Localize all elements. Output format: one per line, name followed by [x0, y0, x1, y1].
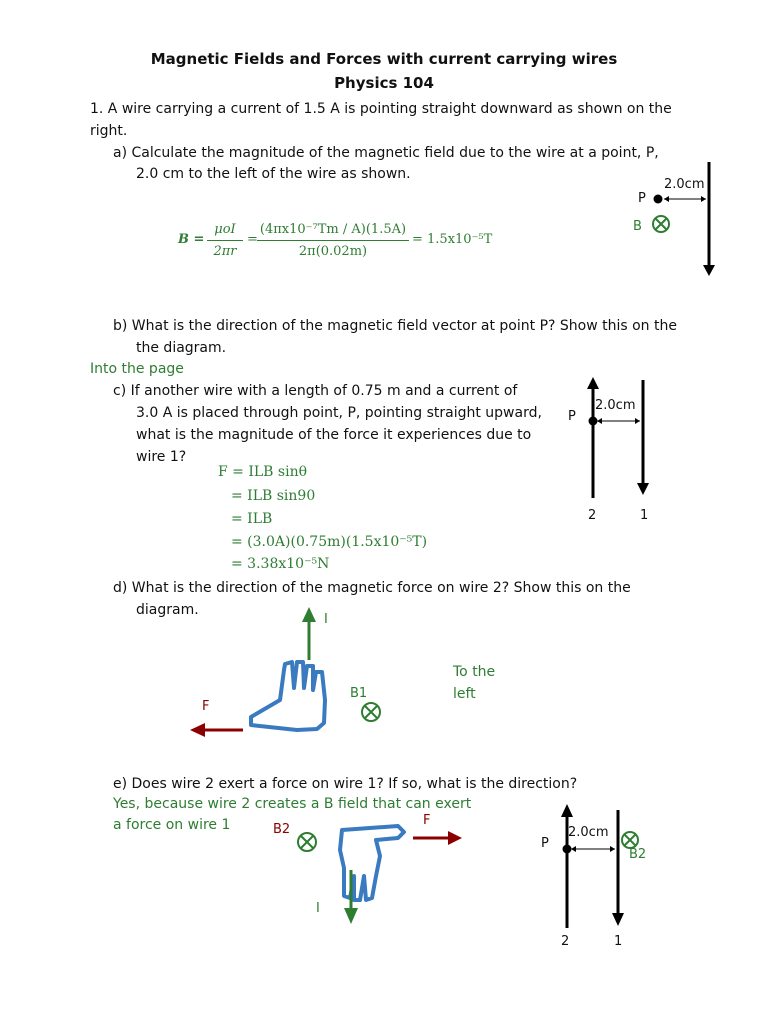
- eq-frac2-den: 2π(0.02m): [298, 244, 368, 259]
- diag3-wire2-label: 2: [561, 934, 570, 949]
- diag1-distance-label: 2.0cm: [664, 177, 705, 192]
- diag2-wire1-label: 1: [640, 508, 649, 523]
- q1a-line2: 2.0 cm to the left of the wire as shown.: [136, 166, 411, 182]
- eq-lhs: B =: [178, 232, 205, 247]
- diag3-point-label: P: [541, 836, 549, 851]
- eq-frac1-den: 2πr: [213, 244, 237, 259]
- q1c-step-4: = (3.0A)(0.75m)(1.5x10⁻⁵T): [231, 534, 428, 550]
- page-title: Magnetic Fields and Forces with current carrying wires: [150, 50, 618, 68]
- q1c-line4: wire 1?: [136, 449, 187, 465]
- diag1-field-label: B: [633, 219, 642, 234]
- diag2-wire2-label: 2: [588, 508, 597, 523]
- q1c-step-1: F = ILB sinθ: [218, 464, 308, 480]
- right-hand-rule-diagram-d: [185, 600, 395, 750]
- eq-equals: =: [247, 232, 258, 247]
- diag3-distance-label: 2.0cm: [568, 825, 609, 840]
- hand-e-force-label: F: [423, 813, 431, 828]
- eq-frac2-bar: [257, 240, 409, 241]
- eq-frac1-bar: [207, 240, 243, 241]
- hand-d-force-label: F: [202, 699, 210, 714]
- q1e-answer-line2: a force on wire 1: [113, 817, 231, 833]
- eq-frac2-num: (4πx10⁻⁷Tm / A)(1.5A): [259, 222, 407, 237]
- hand-d-current-label: I: [324, 612, 328, 627]
- diagram-two-wires: [560, 372, 660, 502]
- diag2-point-label: P: [568, 409, 576, 424]
- q1d-line2: diagram.: [136, 602, 199, 618]
- diagram-two-wires-b2: [540, 800, 650, 932]
- hand-icon: [251, 662, 325, 730]
- right-hand-rule-diagram-e: [280, 810, 470, 930]
- q1d-answer-line1: To the: [453, 664, 496, 680]
- eq-result: = 1.5x10⁻⁵T: [412, 232, 493, 247]
- q1e-answer-line1: Yes, because wire 2 creates a B field that can exert: [113, 796, 472, 812]
- diag3-wire1-label: 1: [614, 934, 623, 949]
- q1-stem-line1: 1. A wire carrying a current of 1.5 A is pointing straight downward as shown on the: [90, 101, 672, 117]
- q1c-step-3: = ILB: [231, 511, 273, 527]
- q1-stem-line2: right.: [90, 123, 128, 139]
- q1d-answer-line2: left: [453, 686, 476, 702]
- q1b-line1: b) What is the direction of the magnetic field vector at point P? Show this on the: [113, 318, 677, 334]
- q1c-line2: 3.0 A is placed through point, P, pointing straight upward,: [136, 405, 542, 421]
- q1d-line1: d) What is the direction of the magnetic force on wire 2? Show this on the: [113, 580, 631, 596]
- q1c-line3: what is the magnitude of the force it experiences due to: [136, 427, 532, 443]
- q1c-step-5: = 3.38x10⁻⁵N: [231, 556, 330, 572]
- q1b-line2: the diagram.: [136, 340, 227, 356]
- diag3-field-label: B2: [629, 847, 647, 862]
- course-name: Physics 104: [334, 74, 434, 92]
- hand-e-field-label: B2: [273, 822, 291, 837]
- diag2-distance-label: 2.0cm: [595, 398, 636, 413]
- q1a-line1: a) Calculate the magnitude of the magnetic field due to the wire at a point, P,: [113, 145, 659, 161]
- q1c-step-2: = ILB sin90: [231, 488, 316, 504]
- q1b-answer: Into the page: [90, 361, 184, 377]
- q1e-line1: e) Does wire 2 exert a force on wire 1? If so, what is the direction?: [113, 776, 578, 792]
- q1c-line1: c) If another wire with a length of 0.75 m and a current of: [113, 383, 518, 399]
- hand-e-current-label: I: [316, 901, 320, 916]
- eq-frac1-num: μoI: [214, 222, 236, 237]
- hand-d-field-label: B1: [350, 686, 368, 701]
- diag1-point-label: P: [638, 191, 646, 206]
